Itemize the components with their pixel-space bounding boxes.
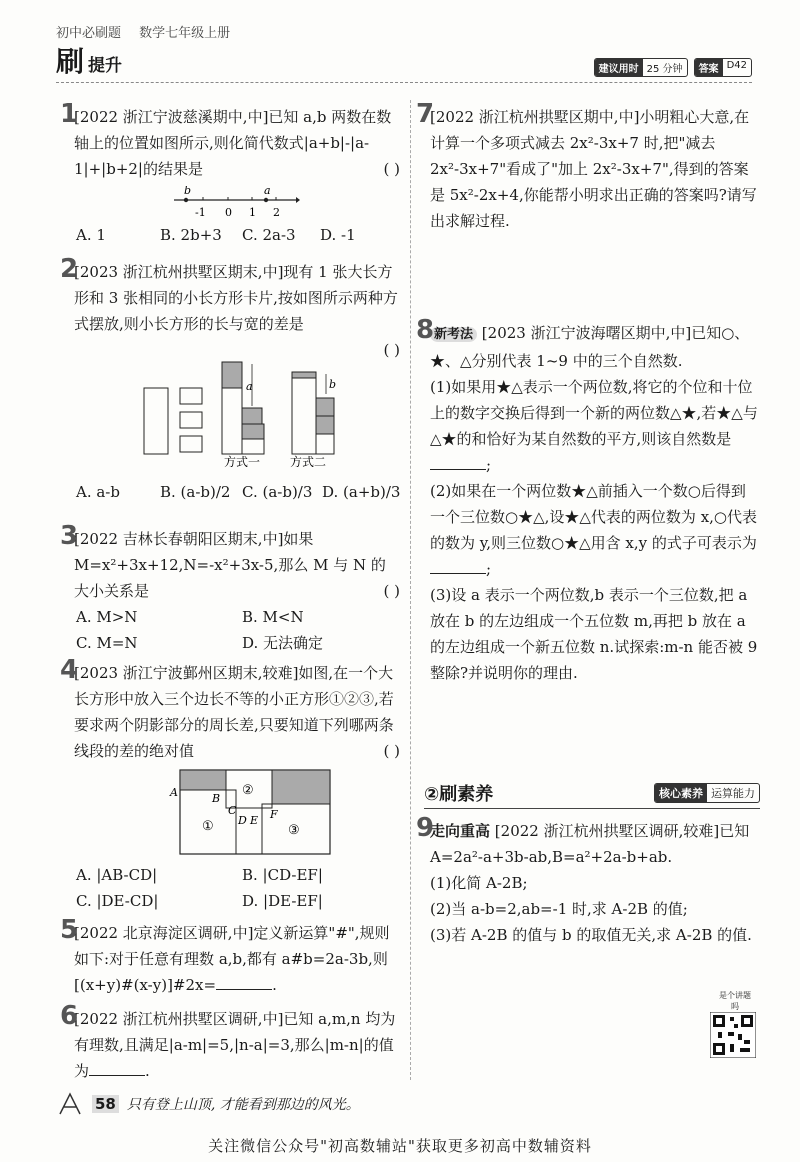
option-a[interactable]: A. M>N bbox=[76, 608, 138, 626]
option-c[interactable]: C. |DE-CD| bbox=[76, 892, 159, 910]
option-b[interactable]: B. 2b+3 bbox=[160, 226, 222, 244]
answer-value: D42 bbox=[726, 60, 747, 71]
question-number: 4 bbox=[60, 655, 79, 685]
question-3 bbox=[60, 521, 400, 604]
tag-label: 核心素养 bbox=[655, 784, 707, 802]
label-A: A bbox=[170, 786, 178, 799]
option-c[interactable]: C. (a-b)/3 bbox=[242, 483, 313, 501]
question-9 bbox=[416, 813, 760, 948]
time-label: 建议用时 bbox=[595, 59, 643, 76]
option-d[interactable]: D. (a+b)/3 bbox=[322, 483, 401, 501]
rectangles-figure bbox=[138, 358, 358, 468]
qr-code-icon[interactable] bbox=[710, 1012, 756, 1058]
square-3-label: ③ bbox=[288, 823, 300, 838]
option-b[interactable]: B. (a-b)/2 bbox=[160, 483, 231, 501]
answer-paren: ( ) bbox=[383, 160, 400, 178]
meta-info bbox=[594, 58, 752, 77]
part-1 bbox=[430, 374, 760, 478]
option-c[interactable]: C. 2a-3 bbox=[242, 226, 296, 244]
section-header bbox=[424, 780, 760, 809]
label-F: F bbox=[270, 808, 278, 821]
label-a: a bbox=[246, 380, 253, 393]
option-a[interactable]: A. 1 bbox=[76, 226, 106, 244]
question-number: 9 bbox=[416, 813, 435, 843]
q2-options bbox=[76, 483, 406, 501]
question-number: 5 bbox=[60, 915, 79, 945]
question-text-end: . bbox=[145, 1062, 150, 1080]
qr-block[interactable] bbox=[710, 990, 756, 1050]
part-2 bbox=[430, 478, 760, 582]
answer-paren: ( ) bbox=[383, 742, 400, 760]
tick-label: 0 bbox=[225, 206, 232, 219]
answer-label: 答案 bbox=[695, 59, 723, 76]
square-2-label: ② bbox=[242, 783, 254, 798]
qr-label: 是个讲题吗 bbox=[719, 991, 751, 1011]
answer-blank[interactable] bbox=[89, 1061, 145, 1076]
label-E: E bbox=[250, 814, 259, 827]
question-text-end: . bbox=[272, 976, 277, 994]
book-title: 初中必刷题 bbox=[56, 26, 122, 41]
fig-caption-2: 方式二 bbox=[290, 455, 327, 468]
question-intro: [2023 浙江宁波海曙区期中,中]已知○、★、△分别代表 1~9 中的三个自然数. bbox=[430, 324, 750, 370]
point-a-label: a bbox=[264, 186, 271, 197]
header-rule bbox=[56, 82, 752, 83]
part-2-end: ; bbox=[486, 560, 492, 578]
option-c[interactable]: C. M=N bbox=[76, 634, 138, 652]
answer-blank[interactable] bbox=[216, 975, 272, 990]
column-divider bbox=[410, 100, 411, 1080]
question-text: [2022 浙江杭州拱墅区调研,中]已知 a,m,n 均为有理数,且满足|a-m|=5,|n-a|=3,那么|m-n|的值为 bbox=[74, 1010, 396, 1080]
page-footer bbox=[56, 1092, 360, 1116]
page-number: 58 bbox=[92, 1095, 119, 1113]
option-d[interactable]: D. |DE-EF| bbox=[242, 892, 323, 910]
question-text: [2022 浙江宁波慈溪期中,中]已知 a,b 两数在数轴上的位置如图所示,则化简代数式|a+b|-|a-1|+|b+2|的结果是 bbox=[74, 108, 392, 178]
question-2 bbox=[60, 254, 400, 363]
lead-badge: 走向重高 bbox=[430, 822, 491, 840]
question-number: 1 bbox=[60, 99, 79, 129]
answer-pill bbox=[694, 58, 752, 77]
answer-paren: ( ) bbox=[383, 582, 400, 600]
tick-label: -1 bbox=[195, 206, 206, 219]
question-number: 8 bbox=[416, 315, 435, 345]
section-brand bbox=[56, 45, 123, 78]
question-4 bbox=[60, 655, 400, 764]
question-text: [2023 浙江宁波鄞州区期末,较难]如图,在一个大长方形中放入三个边长不等的小正方形①②③,若要求两个阴影部分的周长差,只要知道下列哪两条线段的差的绝对值 bbox=[74, 664, 394, 760]
question-text: [2022 吉林长春朝阳区期末,中]如果 M=x²+3x+12,N=-x²+3x-5,那么 M 与 N 的大小关系是 bbox=[74, 530, 386, 600]
question-5 bbox=[60, 915, 400, 998]
point-b-label: b bbox=[184, 186, 192, 197]
fig-caption-1: 方式一 bbox=[224, 455, 261, 468]
book-header bbox=[56, 22, 244, 41]
bottom-note: 关注微信公众号"初高数辅站"获取更多初高中数辅资料 bbox=[208, 1137, 592, 1155]
q4-options bbox=[76, 862, 406, 914]
option-d[interactable]: D. 无法确定 bbox=[242, 634, 324, 652]
section-title: ②刷素养 bbox=[424, 784, 494, 805]
number-line-figure bbox=[170, 186, 300, 220]
answer-blank[interactable] bbox=[430, 559, 486, 574]
answer-paren: ( ) bbox=[383, 341, 400, 359]
motto: 只有登上山顶, 才能看到那边的风光。 bbox=[126, 1097, 360, 1113]
time-value: 25 分钟 bbox=[646, 64, 683, 75]
tick-label: 2 bbox=[273, 206, 280, 219]
compass-icon bbox=[56, 1092, 84, 1116]
part-2-text: (2)如果在一个两位数★△前插入一个数○后得到一个三位数○★△,设★△代表的两位数为 x,○代表的数为 y,则三位数○★△用含 x,y 的式子可表示为 bbox=[430, 482, 758, 552]
brand-big: 刷 bbox=[56, 45, 85, 78]
label-b: b bbox=[329, 378, 337, 391]
question-number: 7 bbox=[416, 99, 435, 129]
tag-value: 运算能力 bbox=[711, 787, 755, 800]
option-a[interactable]: A. |AB-CD| bbox=[76, 866, 158, 884]
question-text: [2022 浙江杭州拱墅区期中,中]小明粗心大意,在计算一个多项式减去 2x²-3x+7 时,把"减去 2x²-3x+7"看成了"加上 2x²-3x+7",得到的答案是 5x²-2x+4,你能帮小明求出正确的答案吗?请写出求解过程. bbox=[430, 108, 757, 230]
squares-figure bbox=[160, 766, 340, 858]
option-b[interactable]: B. |CD-EF| bbox=[242, 866, 323, 884]
question-1 bbox=[60, 99, 400, 182]
question-number: 6 bbox=[60, 1001, 79, 1031]
question-number: 2 bbox=[60, 254, 79, 284]
question-text: [2022 浙江杭州拱墅区调研,较难]已知 A=2a²-a+3b-ab,B=a²+2a-b+ab. bbox=[430, 822, 750, 866]
part-2: (2)当 a-b=2,ab=-1 时,求 A-2B 的值; bbox=[430, 900, 688, 918]
question-text: [2023 浙江杭州拱墅区期末,中]现有 1 张大长方形和 3 张相同的小长方形卡片,按如图所示两种方式摆放,则小长方形的长与宽的差是 bbox=[74, 263, 398, 333]
literacy-tag bbox=[654, 783, 760, 803]
question-7 bbox=[416, 99, 760, 234]
question-6 bbox=[60, 1001, 400, 1084]
part-3: (3)设 a 表示一个两位数,b 表示一个三位数,把 a 放在 b 的左边组成一个五位数 m,再把 b 放在 a 的左边组成一个新五位数 n.试探索:m-n 能否被 9 整除?并说明你的理由. bbox=[430, 586, 758, 682]
option-d[interactable]: D. -1 bbox=[320, 226, 356, 244]
option-a[interactable]: A. a-b bbox=[76, 483, 120, 501]
label-C: C bbox=[228, 804, 237, 817]
tick-label: 1 bbox=[249, 206, 256, 219]
square-1-label: ① bbox=[202, 819, 214, 834]
time-pill bbox=[594, 58, 688, 77]
part-3: (3)若 A-2B 的值与 b 的取值无关,求 A-2B 的值. bbox=[430, 926, 752, 944]
label-D: D bbox=[238, 814, 247, 827]
question-8 bbox=[416, 315, 760, 686]
question-number: 3 bbox=[60, 521, 79, 551]
q3-options bbox=[76, 604, 406, 656]
book-subject: 数学七年级上册 bbox=[139, 26, 231, 41]
new-method-badge: 新考法 bbox=[430, 327, 477, 342]
option-b[interactable]: B. M<N bbox=[242, 608, 304, 626]
brand-small: 提升 bbox=[88, 56, 123, 76]
part-1-end: ; bbox=[486, 456, 492, 474]
part-1-text: (1)如果用★△表示一个两位数,将它的个位和十位上的数字交换后得到一个新的两位数△★,若★△与△★的和恰好为某自然数的平方,则该自然数是 bbox=[430, 378, 758, 448]
answer-blank[interactable] bbox=[430, 455, 486, 470]
part-1: (1)化简 A-2B; bbox=[430, 874, 528, 892]
question-text: [2022 北京海淀区调研,中]定义新运算"#",规则如下:对于任意有理数 a,b,都有 a#b=2a-3b,则[(x+y)#(x-y)]#2x= bbox=[74, 924, 390, 994]
label-B: B bbox=[212, 792, 221, 805]
q1-options bbox=[76, 226, 406, 244]
